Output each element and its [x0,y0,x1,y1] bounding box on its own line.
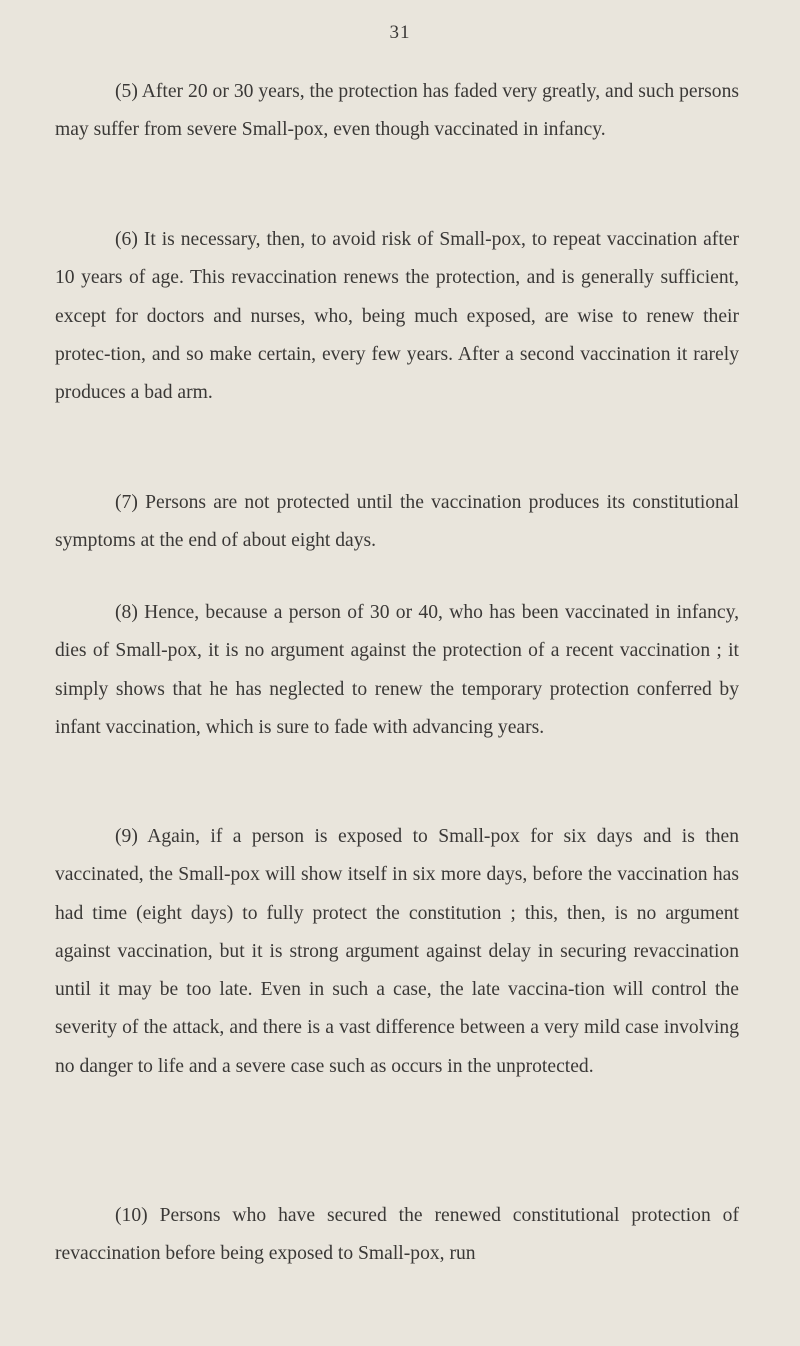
paragraph-text: Persons who have secured the renewed constitutional protection of revaccination before being exposed to Small-pox, run [55,1205,739,1265]
paragraph-5 [55,73,739,150]
paragraph-marker: (5) [115,81,138,102]
paragraph-marker: (10) [115,1205,148,1226]
paragraph-9 [55,818,739,1086]
paragraph-text: Persons are not protected until the vaccination produces its constitutional symptoms at the end of about eight days. [55,492,739,552]
paragraph-text: Again, if a person is exposed to Small-pox for six days and is then vaccinated, the Small-pox will show itself in six more days, before the vaccination has had time (eight days) to fully protect the constitution ; this, then, is no argument against vaccination, but it is strong argument against delay in securing revaccination until it may be too late. Even in such a case, the late vaccina-tion will control the severity of the attack, and there is a vast difference between a very mild case involving no danger to life and a severe case such as occurs in the unprotected. [55,826,739,1077]
paragraph-marker: (9) [115,826,138,847]
paragraph-8 [55,594,739,747]
paragraph-marker: (7) [115,492,138,513]
paragraph-10 [55,1197,739,1274]
paragraph-6 [55,221,739,412]
paragraph-text: Hence, because a person of 30 or 40, who has been vaccinated in infancy, dies of Small-pox, it is no argument against the protection of a recent vaccination ; it simply shows that he has neglected to renew the temporary protection conferred by infant vaccination, which is sure to fade with advancing years. [55,602,739,738]
page-number: 31 [389,22,411,43]
paragraph-text: It is necessary, then, to avoid risk of Small-pox, to repeat vaccination after 10 years of age. This revaccination renews the protection, and is generally sufficient, except for doctors and nurses, who, being much exposed, are wise to renew their protec-tion, and so make certain, every few years. After a second vaccination it rarely produces a bad arm. [55,229,739,404]
paragraph-marker: (8) [115,602,138,623]
paragraph-text: After 20 or 30 years, the protection has faded very greatly, and such persons may suffer from severe Small-pox, even though vaccinated in infancy. [55,81,739,141]
paragraph-7 [55,484,739,561]
paragraph-marker: (6) [115,229,138,250]
